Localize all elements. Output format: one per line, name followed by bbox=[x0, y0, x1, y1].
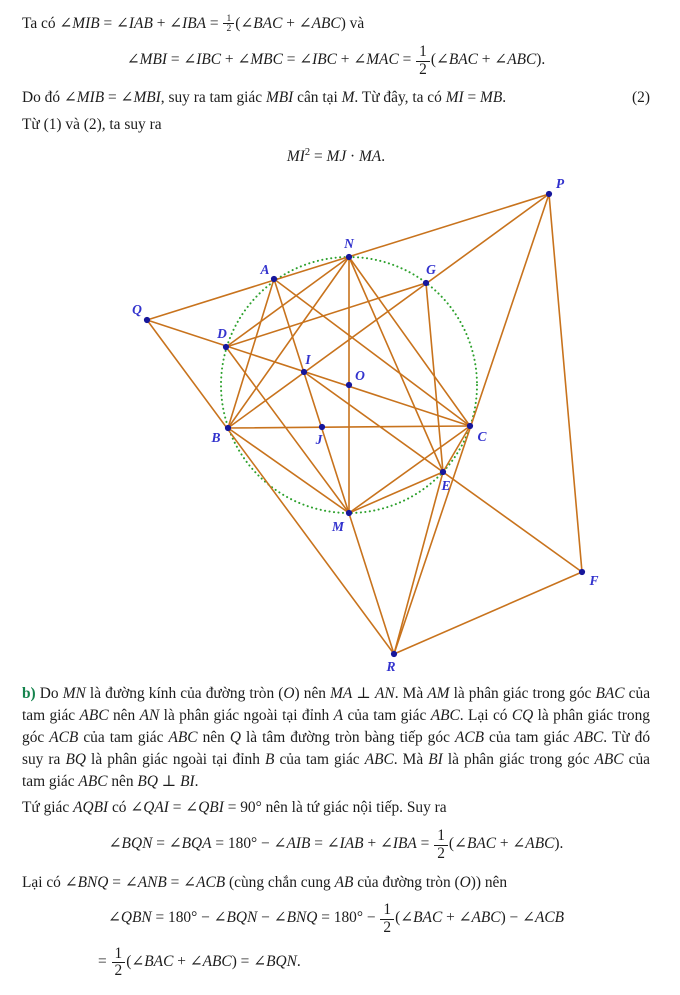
para-tu-giac bbox=[22, 797, 650, 819]
segment-BC bbox=[228, 426, 470, 428]
para-ta-co bbox=[22, 13, 650, 35]
text-run: (∠ bbox=[430, 50, 449, 68]
text-run: = bbox=[310, 148, 327, 165]
math-var: BNQ bbox=[286, 909, 318, 927]
geometry-figure bbox=[22, 177, 650, 677]
math-var: BAC bbox=[144, 952, 174, 970]
math-var: ABC bbox=[574, 728, 604, 746]
math-var: MB bbox=[480, 89, 503, 107]
text-run: = bbox=[463, 89, 481, 107]
math-var: BQ bbox=[65, 750, 86, 768]
point-label-C: C bbox=[477, 429, 487, 445]
math-var: ABC bbox=[168, 728, 198, 746]
point-label-N: N bbox=[344, 236, 354, 252]
text-run: = 90° nên là tứ giác nội tiếp. Suy ra bbox=[223, 799, 447, 817]
point-label-F: F bbox=[589, 573, 599, 589]
text-run: )) nên bbox=[470, 873, 508, 891]
fraction-denominator: 2 bbox=[434, 845, 448, 863]
point-label-J: J bbox=[315, 432, 323, 448]
math-var: MA bbox=[358, 148, 382, 165]
text-run: (cùng chắn cung bbox=[225, 873, 335, 891]
math-var: IBC bbox=[196, 50, 222, 68]
point-J bbox=[319, 424, 325, 430]
math-var: QAI bbox=[143, 799, 169, 817]
point-B bbox=[225, 425, 231, 431]
text-run: ) và bbox=[340, 15, 365, 32]
point-P bbox=[546, 191, 552, 197]
text-run: (∠ bbox=[448, 835, 467, 853]
text-run: + ∠ bbox=[496, 835, 526, 853]
text-run: của đường tròn ( bbox=[353, 873, 460, 891]
text-run: ∠ bbox=[107, 909, 121, 927]
point-label-B: B bbox=[211, 430, 221, 446]
text-run: (∠ bbox=[395, 909, 414, 927]
text-run: nên bbox=[197, 728, 230, 746]
text-run: . Mà bbox=[394, 685, 428, 703]
math-var: AIB bbox=[286, 835, 311, 853]
point-F bbox=[579, 569, 585, 575]
math-var: ABC bbox=[594, 750, 624, 768]
text-run: = ∠ bbox=[310, 835, 340, 853]
text-run: Từ (1) và (2), ta suy ra bbox=[22, 116, 162, 133]
math-var: MAC bbox=[366, 50, 399, 68]
math-var: IBA bbox=[392, 835, 417, 853]
fraction-numerator: 1 bbox=[114, 944, 123, 962]
fraction-denominator: 2 bbox=[416, 61, 430, 79]
math-var: CQ bbox=[511, 706, 534, 724]
text-run: = 180° − ∠ bbox=[211, 835, 287, 853]
text-run: của tam giác bbox=[22, 750, 650, 790]
math-var: O bbox=[283, 685, 295, 703]
segment-EG bbox=[426, 283, 443, 472]
point-I bbox=[301, 369, 307, 375]
math-var: BAC bbox=[413, 909, 443, 927]
math-var: MN bbox=[62, 685, 86, 703]
text-run: + ∠ bbox=[442, 909, 472, 927]
text-run: ). bbox=[554, 835, 564, 853]
point-C bbox=[467, 423, 473, 429]
point-M bbox=[346, 510, 352, 516]
part-label: b) bbox=[22, 685, 40, 703]
text-run: ) − ∠ bbox=[500, 909, 535, 927]
text-run: = bbox=[416, 835, 434, 853]
text-run: = bbox=[206, 15, 223, 32]
segment-ER bbox=[394, 472, 443, 654]
math-var: MBI bbox=[139, 50, 167, 68]
point-label-D: D bbox=[217, 326, 227, 342]
segment-AB bbox=[228, 279, 274, 428]
text-run: = ∠ bbox=[108, 873, 138, 891]
math-var: A bbox=[333, 706, 344, 724]
point-label-G: G bbox=[426, 262, 436, 278]
eq-mbi bbox=[22, 44, 650, 78]
math-var: IBC bbox=[312, 50, 337, 68]
math-var: BAC bbox=[595, 685, 625, 703]
text-run: = ∠ bbox=[167, 50, 197, 68]
text-run: = bbox=[398, 50, 416, 68]
math-var: ACB bbox=[534, 909, 565, 927]
math-var: BQA bbox=[181, 835, 212, 853]
text-run: ). bbox=[536, 50, 546, 68]
point-label-Q: Q bbox=[132, 302, 142, 318]
point-label-P: P bbox=[555, 177, 565, 192]
segment-EC bbox=[443, 426, 470, 472]
math-var: ABC bbox=[311, 15, 341, 32]
point-label-A: A bbox=[260, 262, 270, 278]
text-run: + ∠ bbox=[152, 15, 183, 32]
fraction-denominator: 2 bbox=[223, 23, 234, 34]
text-run: = ∠ bbox=[168, 799, 199, 817]
point-A bbox=[271, 276, 277, 282]
math-var: ACB bbox=[49, 728, 79, 746]
equation-number: (2) bbox=[632, 89, 650, 107]
text-run: . bbox=[296, 952, 301, 970]
text-run: = ∠ bbox=[99, 15, 129, 32]
math-var: ABC bbox=[364, 750, 394, 768]
math-var: AQBI bbox=[73, 799, 109, 817]
text-run: = ∠ bbox=[152, 835, 182, 853]
math-var: BAC bbox=[448, 50, 478, 68]
math-var: IBA bbox=[182, 15, 207, 32]
text-run: = ∠ bbox=[282, 50, 313, 68]
point-O bbox=[346, 382, 352, 388]
text-run: + ∠ bbox=[477, 50, 508, 68]
math-var: MBI bbox=[265, 89, 294, 107]
superscript: 2 bbox=[304, 146, 311, 158]
math-var: ACB bbox=[454, 728, 485, 746]
fraction bbox=[112, 946, 126, 980]
text-run: (∠ bbox=[235, 15, 254, 32]
math-var: QBN bbox=[120, 909, 152, 927]
math-var: MBC bbox=[250, 50, 283, 68]
math-var: MIB bbox=[76, 89, 105, 107]
text-run: ⊥ bbox=[352, 685, 376, 703]
text-run: của tam giác bbox=[343, 706, 431, 724]
text-run: + ∠ bbox=[173, 952, 203, 970]
point-G bbox=[423, 280, 429, 286]
point-N bbox=[346, 254, 352, 260]
fraction-numerator: 1 bbox=[383, 901, 392, 919]
text-run: là phân giác trong góc bbox=[442, 750, 595, 768]
math-var: O bbox=[459, 873, 471, 891]
text-run: = bbox=[98, 952, 111, 970]
para-lai-co bbox=[22, 872, 650, 894]
math-var: ABC bbox=[525, 835, 555, 853]
fraction bbox=[223, 14, 234, 34]
math-var: AN bbox=[139, 706, 160, 724]
solution-text-top bbox=[22, 13, 650, 168]
math-var: Q bbox=[229, 728, 241, 746]
fraction bbox=[380, 902, 394, 936]
segment-AR bbox=[274, 279, 394, 654]
solution-text-bottom bbox=[22, 683, 650, 980]
math-var: AM bbox=[427, 685, 450, 703]
text-run: . bbox=[502, 89, 507, 107]
text-run: + ∠ bbox=[282, 15, 312, 32]
point-label-I: I bbox=[305, 352, 311, 368]
math-var: MA bbox=[330, 685, 353, 703]
segment-QC bbox=[147, 320, 470, 426]
text-run: − ∠ bbox=[257, 909, 287, 927]
text-run: . Mà bbox=[393, 750, 429, 768]
math-var: MIB bbox=[72, 15, 100, 32]
text-run: ∠ bbox=[126, 50, 140, 68]
point-Q bbox=[144, 317, 150, 323]
text-run: là phân giác trong góc bbox=[449, 685, 596, 703]
text-run: của tam giác bbox=[22, 685, 651, 724]
text-run: = ∠ bbox=[104, 89, 134, 107]
fraction-numerator: 1 bbox=[419, 42, 427, 60]
text-run: . bbox=[381, 148, 386, 165]
math-var: BI bbox=[428, 750, 443, 768]
math-var: ABC bbox=[79, 706, 109, 724]
point-label-R: R bbox=[386, 659, 396, 675]
text-run: cân tại bbox=[293, 89, 342, 107]
text-run: (∠ bbox=[126, 952, 145, 970]
text-run: Lại có ∠ bbox=[22, 873, 78, 891]
text-run: . Từ đây, ta có bbox=[354, 89, 446, 107]
text-run: Ta có ∠ bbox=[22, 15, 73, 32]
text-run: , suy ra tam giác bbox=[160, 89, 266, 107]
math-var: IAB bbox=[128, 15, 153, 32]
para-tu-1-2 bbox=[22, 114, 650, 136]
math-var: IAB bbox=[339, 835, 364, 853]
segment-DG bbox=[226, 283, 426, 347]
text-run: + ∠ bbox=[221, 50, 251, 68]
segment-PF bbox=[549, 194, 582, 572]
math-var: ABC bbox=[202, 952, 232, 970]
math-var: ANB bbox=[137, 873, 167, 891]
math-var: M bbox=[341, 89, 355, 107]
text-run: có ∠ bbox=[108, 799, 144, 817]
text-run: ) nên bbox=[294, 685, 331, 703]
segment-ME bbox=[349, 472, 443, 513]
text-run: là đường kính của đường tròn ( bbox=[85, 685, 284, 703]
para-b bbox=[22, 683, 650, 792]
text-run: = ∠ bbox=[166, 873, 197, 891]
text-run: = 180° − bbox=[317, 909, 380, 927]
segment-MB bbox=[228, 428, 349, 513]
segment-NE bbox=[349, 257, 443, 472]
math-var: MI bbox=[445, 89, 464, 107]
math-var: ABC bbox=[78, 772, 108, 790]
math-var: BQN bbox=[266, 952, 297, 970]
text-run: của tam giác bbox=[78, 728, 169, 746]
text-run: là tâm đường tròn bàng tiếp góc bbox=[240, 728, 455, 746]
fraction bbox=[434, 828, 448, 862]
text-run: là phân giác ngoài tại đỉnh bbox=[85, 750, 265, 768]
point-label-O: O bbox=[355, 368, 365, 384]
point-label-E: E bbox=[441, 478, 451, 494]
point-R bbox=[391, 651, 397, 657]
math-var: BQN bbox=[121, 835, 153, 853]
math-var: ABC bbox=[507, 50, 537, 68]
math-var: BAC bbox=[466, 835, 497, 853]
text-run: + ∠ bbox=[336, 50, 367, 68]
text-run: . Lại có bbox=[459, 706, 512, 724]
eq-qbn-line1 bbox=[22, 902, 650, 936]
text-run: Do bbox=[39, 685, 63, 703]
text-run: . bbox=[194, 772, 199, 790]
text-run: ∠ bbox=[108, 835, 122, 853]
segment-NC bbox=[349, 257, 470, 426]
point-E bbox=[440, 469, 446, 475]
text-run: + ∠ bbox=[363, 835, 393, 853]
fraction-denominator: 2 bbox=[380, 919, 394, 937]
math-var: ABC bbox=[430, 706, 460, 724]
fraction-numerator: 1 bbox=[437, 827, 445, 845]
segment-ND bbox=[226, 257, 349, 347]
text-run: nên bbox=[108, 706, 140, 724]
segment-RF bbox=[394, 572, 582, 654]
math-var: MBI bbox=[133, 89, 161, 107]
math-var: BNQ bbox=[77, 873, 109, 891]
math-var: ACB bbox=[196, 873, 226, 891]
point-label-M: M bbox=[331, 519, 345, 535]
text-run: · bbox=[346, 148, 359, 165]
math-var: BQN bbox=[226, 909, 258, 927]
text-run: là phân giác ngoài tại đỉnh bbox=[159, 706, 334, 724]
geometry-figure-svg bbox=[22, 177, 680, 677]
math-var: QBI bbox=[198, 799, 224, 817]
math-var: BAC bbox=[253, 15, 283, 32]
eq-qbn-line2 bbox=[98, 946, 650, 980]
math-var: AB bbox=[334, 873, 354, 891]
fraction-denominator: 2 bbox=[112, 962, 126, 980]
point-D bbox=[223, 344, 229, 350]
eq-bqn bbox=[22, 828, 650, 862]
text-run: là phân giác trong góc bbox=[22, 706, 650, 746]
math-var: BQ bbox=[137, 772, 158, 790]
segment-MC bbox=[349, 426, 470, 513]
math-var: AN bbox=[375, 685, 395, 703]
para-do-do bbox=[22, 87, 650, 109]
text-run: Do đó ∠ bbox=[22, 89, 77, 107]
fraction-numerator: 1 bbox=[226, 12, 232, 24]
text-run: nên bbox=[107, 772, 138, 790]
math-var: ABC bbox=[471, 909, 501, 927]
text-run: của tam giác bbox=[484, 728, 575, 746]
text-run: . Từ đó suy ra bbox=[22, 728, 651, 768]
eq-mi2 bbox=[22, 145, 650, 168]
text-run: Tứ giác bbox=[22, 799, 74, 817]
text-run: ⊥ bbox=[157, 772, 181, 790]
fraction bbox=[416, 44, 430, 78]
segment-NB bbox=[228, 257, 349, 428]
text-run: ) = ∠ bbox=[231, 952, 267, 970]
segment-MD bbox=[226, 347, 349, 513]
math-var: BI bbox=[180, 772, 195, 790]
math-var: MJ bbox=[326, 148, 347, 165]
text-run: = 180° − ∠ bbox=[151, 909, 227, 927]
text-run: của tam giác bbox=[274, 750, 365, 768]
math-var: MI bbox=[286, 148, 305, 165]
math-var: B bbox=[264, 750, 275, 768]
